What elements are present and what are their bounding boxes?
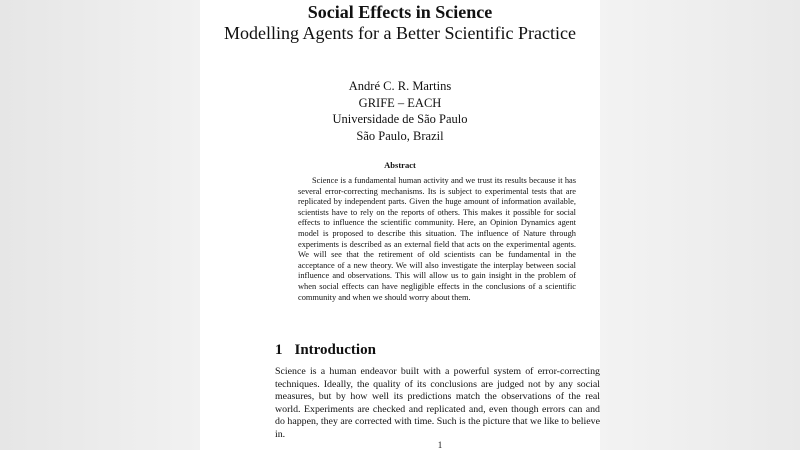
paper-subtitle: Modelling Agents for a Better Scientific Practice (224, 23, 576, 43)
left-background (0, 0, 200, 450)
document-page[interactable] (200, 0, 600, 450)
paper-title: Social Effects in Science (307, 2, 493, 22)
author-university: Universidade de São Paulo (332, 112, 468, 126)
page-number: 1 (437, 440, 443, 450)
author-group: GRIFE – EACH (358, 95, 442, 110)
author-block (200, 78, 600, 144)
abstract-heading: Abstract (384, 160, 416, 170)
section-title: Introduction (294, 342, 376, 358)
abstract-text: Science is a fundamental human activity and we trust its results because it has several error-correcting mechanisms. Its is subject to experimental tests that are replicated by independent parts. Given the huge amount of information available, scientists have to rely on the reports of others. This makes it possible for social effects to influence the scientific community. Here, an Opinion Dynamics agent model is proposed to describe this situation. The influence of Nature through experiments is described as an external field that acts on the experimental agents. We will see that the retirement of old scientists can be fundamental in the acceptance of a new theory. We will also investigate the interplay between social influence and observations. This will allow us to gain insight in the problem of when social effects can have negligible effects in the conclusions of a scientific community and when we should worry about them. (298, 176, 576, 302)
author-name: André C. R. Martins (348, 79, 452, 93)
introduction-text: Science is a human endeavor built with a powerful system of error-correcting techniques. Ideally, the quality of its conclusions are judged not by any social measures, but by how well its predictions match the observations of the real world. Experiments are checked and replicated and, even though errors can and do happen, they are corrected with time. Such is the picture that we like to believe in. (275, 366, 600, 440)
right-background (600, 0, 800, 450)
section-heading (275, 341, 376, 359)
section-number: 1 (275, 342, 283, 358)
author-location: São Paulo, Brazil (356, 128, 444, 143)
